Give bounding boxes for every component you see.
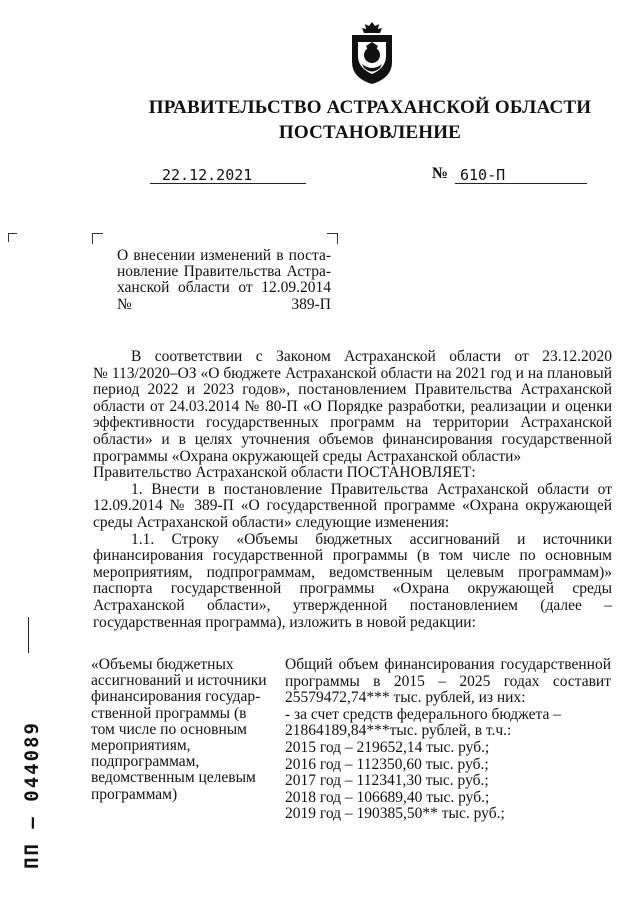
serial-number-text: ПП – 044089 — [21, 721, 43, 869]
table-right-line: 2018 год – 106689,40 тыс. руб.; — [285, 788, 490, 806]
text-line: области от 24.03.2014 № 80-П «О Порядке разработки, реализации и оценки — [93, 397, 612, 415]
table-right-line: 25579472,74*** тыс. рублей, из них: — [285, 689, 526, 707]
document-number: 610-П — [460, 166, 506, 184]
table-left-line: ассигнований и источники — [91, 672, 267, 690]
margin-mark — [28, 617, 29, 653]
margin-corner-mark — [8, 233, 17, 242]
government-title: ПРАВИТЕЛЬСТВО АСТРАХАНСКОЙ ОБЛАСТИ — [148, 97, 592, 118]
subject-corner-right — [327, 233, 338, 244]
table-right-line: 21864189,84***тыс. рублей, в т.ч.: — [285, 722, 512, 740]
number-sign: № — [432, 165, 449, 182]
document-type-title: ПОСТАНОВЛЕНИЕ — [278, 122, 462, 143]
text-line: 1.1. Строку «Объемы бюджетных ассигнований и источники — [131, 530, 612, 548]
table-right-line: 2015 год – 219652,14 тыс. руб.; — [285, 738, 490, 756]
text-line: паспорта государственной программы «Охрана окружающей среды — [93, 580, 612, 598]
table-left-line: ведомственным целевым — [91, 769, 256, 787]
text-line: В соответствии с Законом Астраханской области от 23.12.2020 — [131, 348, 612, 365]
text-line: финансирования государственной программы (в том числе по основным — [93, 547, 612, 565]
subject-block — [117, 248, 331, 313]
text-line: среды Астраханской области» следующие изменения: — [93, 513, 450, 531]
table-left-line: программам) — [91, 785, 178, 803]
text-line: эффективности государственных программ на территории Астраханской — [93, 414, 612, 432]
text-line: программы «Охрана окружающей среды Астраханской области» — [93, 447, 522, 465]
table-left-cell — [91, 657, 281, 803]
table-right-line: Общий объем финансирования государственной — [285, 656, 611, 673]
subject-line: новление Правительства Астра- — [117, 263, 331, 281]
subject-line: О внесении изменений в поста- — [117, 247, 331, 264]
table-left-line: ственной программы (в — [91, 704, 247, 722]
subject-corner-left — [92, 233, 103, 244]
table-right-line: программы в 2015 – 2025 годах составит — [285, 672, 611, 690]
text-line: 1. Внести в постановление Правительства Астраханской области от — [131, 480, 612, 498]
text-line: мероприятиям, подпрограммам, ведомственным целевым программам)» — [93, 563, 612, 581]
number-underline — [455, 183, 587, 184]
date-underline — [150, 183, 306, 184]
text-line: 12.09.2014 № 389-П «О государственной программе «Охрана окружающей — [93, 497, 612, 515]
table-left-line: подпрограммам, — [91, 753, 200, 771]
resolves-line: Правительство Астраханской области ПОСТАНОВЛЯЕТ: — [93, 464, 476, 482]
table-left-line: «Объемы бюджетных — [91, 656, 234, 673]
table-left-line: финансирования государ- — [91, 688, 261, 706]
table-right-line: 2019 год – 190385,50** тыс. руб.; — [285, 805, 505, 823]
table-right-line: 2017 год – 112341,30 тыс. руб.; — [285, 772, 489, 790]
coat-of-arms-icon — [346, 20, 398, 86]
subject-line: ханской области от 12.09.2014 — [117, 279, 331, 297]
text-line: государственная программа), изложить в новой редакции: — [93, 613, 476, 631]
table-right-line: 2016 год – 112350,60 тыс. руб.; — [285, 755, 489, 773]
table-left-line: мероприятиям, — [91, 737, 191, 755]
serial-number-stamp — [12, 710, 52, 880]
table-right-line: - за счет средств федерального бюджета – — [285, 705, 561, 723]
text-line: период 2022 и 2023 годов», постановлением Правительства Астраханской — [93, 381, 612, 399]
text-line: области» и в целях уточнения объемов финансирования государственной — [93, 430, 612, 448]
text-line: Астраханской области», утвержденной постановлением (далее – — [93, 596, 612, 614]
document-date: 22.12.2021 — [162, 166, 253, 184]
subject-line: № 389-П — [117, 295, 331, 313]
table-right-cell — [285, 657, 611, 823]
text-line: № 113/2020–ОЗ «О бюджете Астраханской области на 2021 год и на плановый — [93, 364, 612, 382]
table-left-line: том числе по основным — [91, 720, 247, 738]
preamble-paragraph — [93, 349, 612, 631]
